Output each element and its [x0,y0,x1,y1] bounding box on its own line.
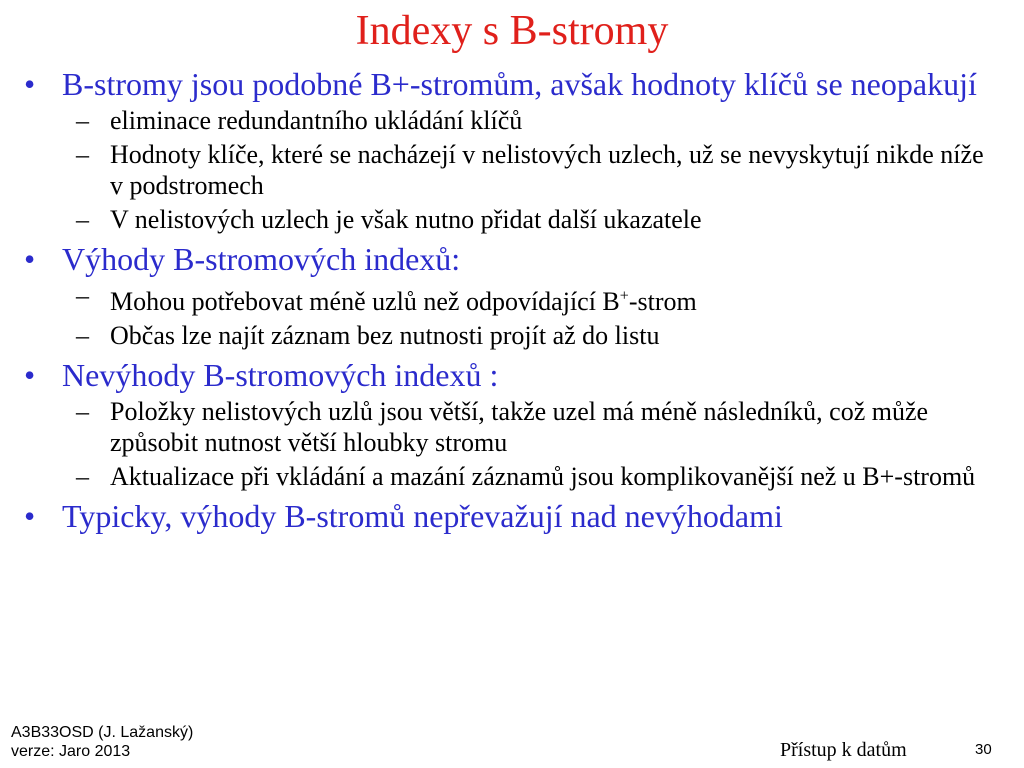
sub-item-text-before: Mohou potřebovat méně uzlů než odpovídající B [110,286,620,316]
bullet-item [24,241,992,277]
bullet-item [24,356,992,393]
bullet-point: • [24,241,36,277]
bullet-item [24,497,992,534]
dash-marker: – [76,205,89,234]
slide-title: Indexy s B-stromy [355,8,669,54]
footer-version: verze: Jaro 2013 [11,743,131,760]
footer-course-info [11,723,193,761]
sub-item-text: V nelistových uzlech je však nutno přidat další ukazatele [110,205,702,234]
sub-item-text-after: -strom [628,286,697,316]
bullet-text: B-stromy jsou podobné B+-stromům, avšak hodnoty klíčů se neopakují [62,66,977,102]
bullet-text: Typicky, výhody B-stromů nepřevažují nad nevýhodami [62,497,783,534]
page-number: 30 [975,741,992,758]
dash-marker: – [76,281,89,310]
sub-item [76,280,990,317]
sub-item-text: Hodnoty klíče, které se nacházejí v nelistových uzlech, už se nevyskytují nikde níže v podstromech [110,140,984,200]
bullet-text: Výhody B-stromových indexů: [62,241,461,277]
bullet-item [24,66,992,102]
bullet-point: • [24,66,36,102]
sub-item-text [110,287,697,316]
slide-body [0,60,1024,534]
sub-item-text: Položky nelistových uzlů jsou větší, takže uzel má méně následníků, což může způsobit nutnost větší hloubky stromu [110,396,929,457]
sub-item [76,139,990,201]
dash-marker: – [76,320,89,350]
bullet-text: Nevýhody B-stromových indexů : [62,356,499,393]
dash-marker: – [76,461,89,491]
sub-item [76,204,990,235]
sub-item [76,320,990,351]
superscript-plus: + [619,287,629,304]
dash-marker: – [76,106,89,135]
sub-item [76,396,990,458]
sub-item [76,461,990,492]
footer-section: Přístup k datům [780,739,907,761]
sub-item-text: Aktualizace při vkládání a mazání záznamů jsou komplikovanější než u B+-stromů [110,461,976,491]
sub-item [76,105,990,136]
dash-marker: – [76,396,89,426]
bullet-point: • [24,497,36,534]
sub-item-text: eliminace redundantního ukládání klíčů [110,106,523,135]
footer-course: A3B33OSD (J. Lažanský) [11,724,194,741]
bullet-point: • [24,356,36,393]
dash-marker: – [76,140,89,169]
sub-item-text: Občas lze najít záznam bez nutnosti projít až do listu [110,320,660,350]
